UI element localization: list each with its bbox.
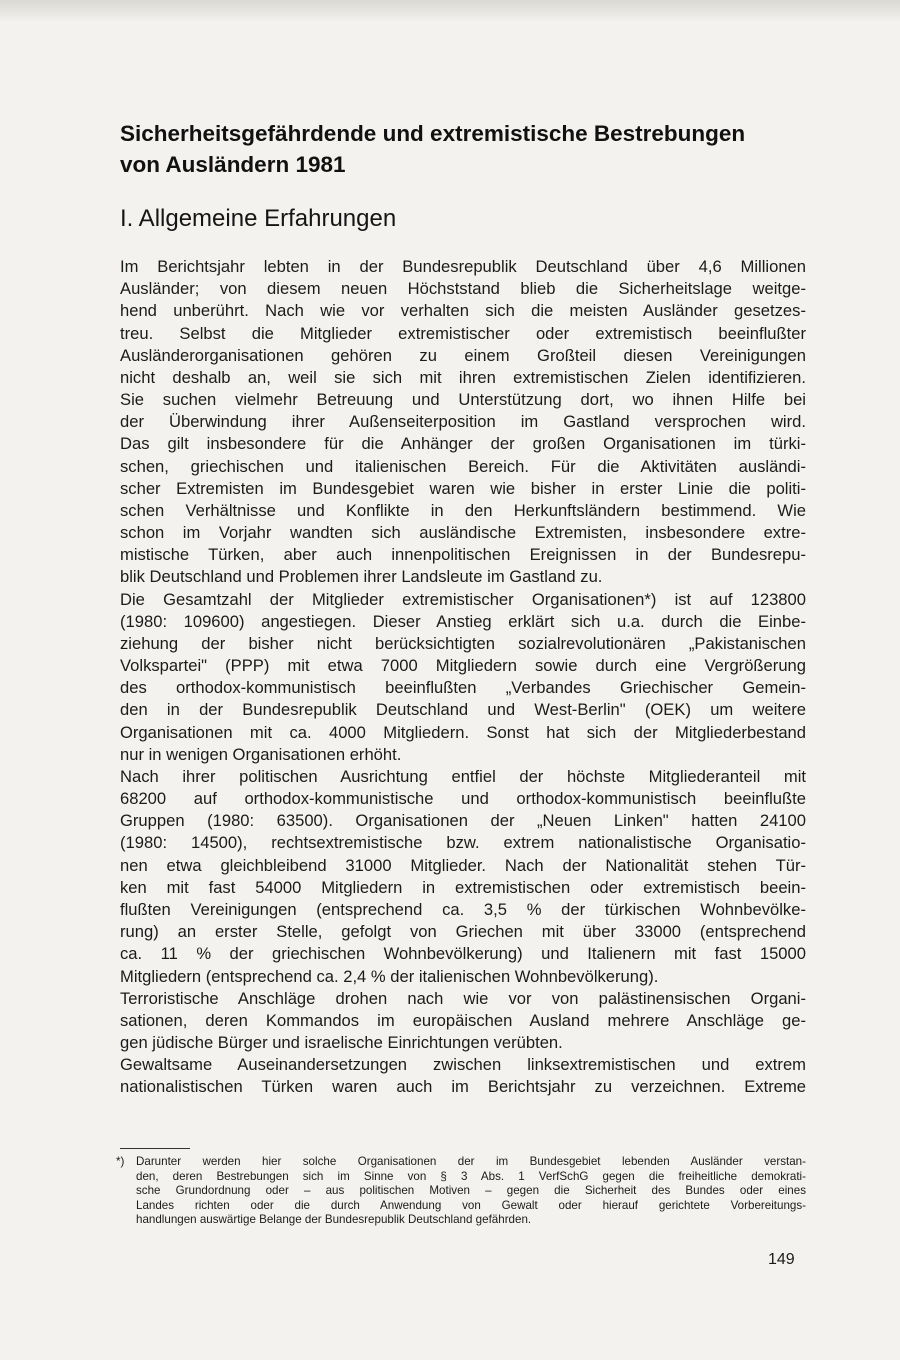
body-line: Gruppen (1980: 63500). Organisationen der „Neuen Linken" hatten 24100	[120, 811, 806, 831]
body-line: schen Verhältnisse und Konflikte in den Herkunftsländern bestimmend. Wie	[120, 500, 806, 520]
body-line: Nach ihrer politischen Ausrichtung entfiel der höchste Mitgliederanteil mit	[120, 766, 806, 786]
body-line: Das gilt insbesondere für die Anhänger der großen Organisationen im türki-	[120, 434, 806, 454]
footnote-line: handlungen auswärtige Belange der Bundesrepublik Deutschland gefährden.	[136, 1213, 532, 1227]
body-line: nicht deshalb an, weil sie sich mit ihren extremistischen Zielen identifizieren.	[120, 367, 806, 387]
body-line: sationen, deren Kommandos im europäischen Ausland mehrere Anschläge ge-	[120, 1010, 806, 1030]
footnote-line: sche Grundordnung oder – aus politischen Motiven – gegen die Sicherheit des Bundes oder eines	[136, 1184, 806, 1198]
body-line: ca. 11 % der griechischen Wohnbevölkerung) und Italienern mit fast 15000	[120, 944, 806, 964]
body-text	[120, 256, 806, 1099]
body-line: 68200 auf orthodox-kommunistische und orthodox-kommunistisch beeinflußte	[120, 789, 806, 809]
footnote-line: Landes richten oder die durch Anwendung von Gewalt oder hierauf gerichtete Vorbereitungs-	[136, 1198, 806, 1212]
footnote-marker: *)	[116, 1155, 125, 1168]
footnote-line: den, deren Bestrebungen sich im Sinne von § 3 Abs. 1 VerfSchG gegen die freiheitliche demokrati-	[136, 1169, 806, 1183]
title-line: Sicherheitsgefährdende und extremistische Bestrebungen	[120, 121, 746, 146]
footnote-line: Darunter werden hier solche Organisationen der im Bundesgebiet lebenden Ausländer verstan-	[136, 1155, 806, 1168]
body-line: (1980: 14500), rechtsextremistische bzw. extrem nationalistische Organisatio-	[120, 833, 806, 853]
body-line: des orthodox-kommunistisch beeinflußten „Verbandes Griechischer Gemein-	[120, 678, 806, 698]
body-line: schon im Vorjahr wandten sich ausländische Extremisten, insbesondere extre-	[120, 523, 806, 543]
body-line: den in der Bundesrepublik Deutschland und West-Berlin" (OEK) um weitere	[120, 700, 806, 720]
page-number: 149	[768, 1251, 795, 1268]
body-line: nen etwa gleichbleibend 31000 Mitglieder. Nach der Nationalität stehen Tür-	[120, 855, 806, 875]
body-line: Volkspartei" (PPP) mit etwa 7000 Mitgliedern sowie durch eine Vergrößerung	[120, 656, 806, 676]
footnote-text	[136, 1155, 806, 1228]
footnote-divider	[120, 1148, 190, 1149]
body-line: scher Extremisten im Bundesgebiet waren wie bisher in erster Linie die politi-	[120, 478, 806, 498]
body-line: treu. Selbst die Mitglieder extremistischer oder extremistisch beeinflußter	[120, 323, 806, 343]
body-line: mistische Türken, aber auch innenpolitischen Ereignissen in der Bundesrepu-	[120, 545, 806, 565]
body-line: ken mit fast 54000 Mitgliedern in extremistischen oder extremistisch beein-	[120, 877, 806, 897]
body-line: Terroristische Anschläge drohen nach wie vor von palästinensischen Organi-	[120, 988, 806, 1008]
body-line: Mitgliedern (entsprechend ca. 2,4 % der italienischen Wohnbevölkerung).	[120, 966, 659, 986]
body-line: Gewaltsame Auseinandersetzungen zwischen linksextremistischen und extrem	[120, 1055, 806, 1075]
section-heading: I. Allgemeine Erfahrungen	[120, 205, 397, 232]
body-line: Organisationen mit ca. 4000 Mitgliedern. Sonst hat sich der Mitgliederbestand	[120, 722, 806, 742]
body-line: blik Deutschland und Problemen ihrer Landsleute im Gastland zu.	[120, 567, 603, 587]
body-line: gen jüdische Bürger und israelische Einrichtungen verübten.	[120, 1033, 563, 1053]
body-line: hend unberührt. Nach wie vor verhalten sich die meisten Ausländer gesetzes-	[120, 301, 806, 321]
body-line: der Überwindung ihrer Außenseiterposition im Gastland versprochen wird.	[120, 412, 806, 432]
body-line: rung) an erster Stelle, gefolgt von Griechen mit über 33000 (entsprechend	[120, 922, 806, 942]
title-line: von Ausländern 1981	[120, 152, 346, 177]
body-line: flußten Vereinigungen (entsprechend ca. 3,5 % der türkischen Wohnbevölke-	[120, 899, 806, 919]
body-line: ziehung der bisher nicht berücksichtigten sozialrevolutionären „Pakistanischen	[120, 633, 806, 653]
body-line: Die Gesamtzahl der Mitglieder extremistischer Organisationen*) ist auf 123800	[120, 589, 806, 609]
page-title	[120, 118, 820, 180]
body-line: Sie suchen vielmehr Betreuung und Unterstützung dort, wo ihnen Hilfe bei	[120, 390, 806, 410]
body-line: nur in wenigen Organisationen erhöht.	[120, 744, 402, 764]
body-line: (1980: 109600) angestiegen. Dieser Anstieg erklärt sich u.a. durch die Einbe-	[120, 611, 806, 631]
body-line: Ausländer; von diesem neuen Höchststand blieb die Sicherheitslage weitge-	[120, 279, 806, 299]
body-line: schen, griechischen und italienischen Bereich. Für die Aktivitäten ausländi-	[120, 456, 806, 476]
body-line: Im Berichtsjahr lebten in der Bundesrepublik Deutschland über 4,6 Millionen	[120, 257, 806, 276]
body-line: Ausländerorganisationen gehören zu einem Großteil diesen Vereinigungen	[120, 345, 806, 365]
body-line: nationalistischen Türken waren auch im Berichtsjahr zu verzeichnen. Extreme	[120, 1077, 806, 1097]
